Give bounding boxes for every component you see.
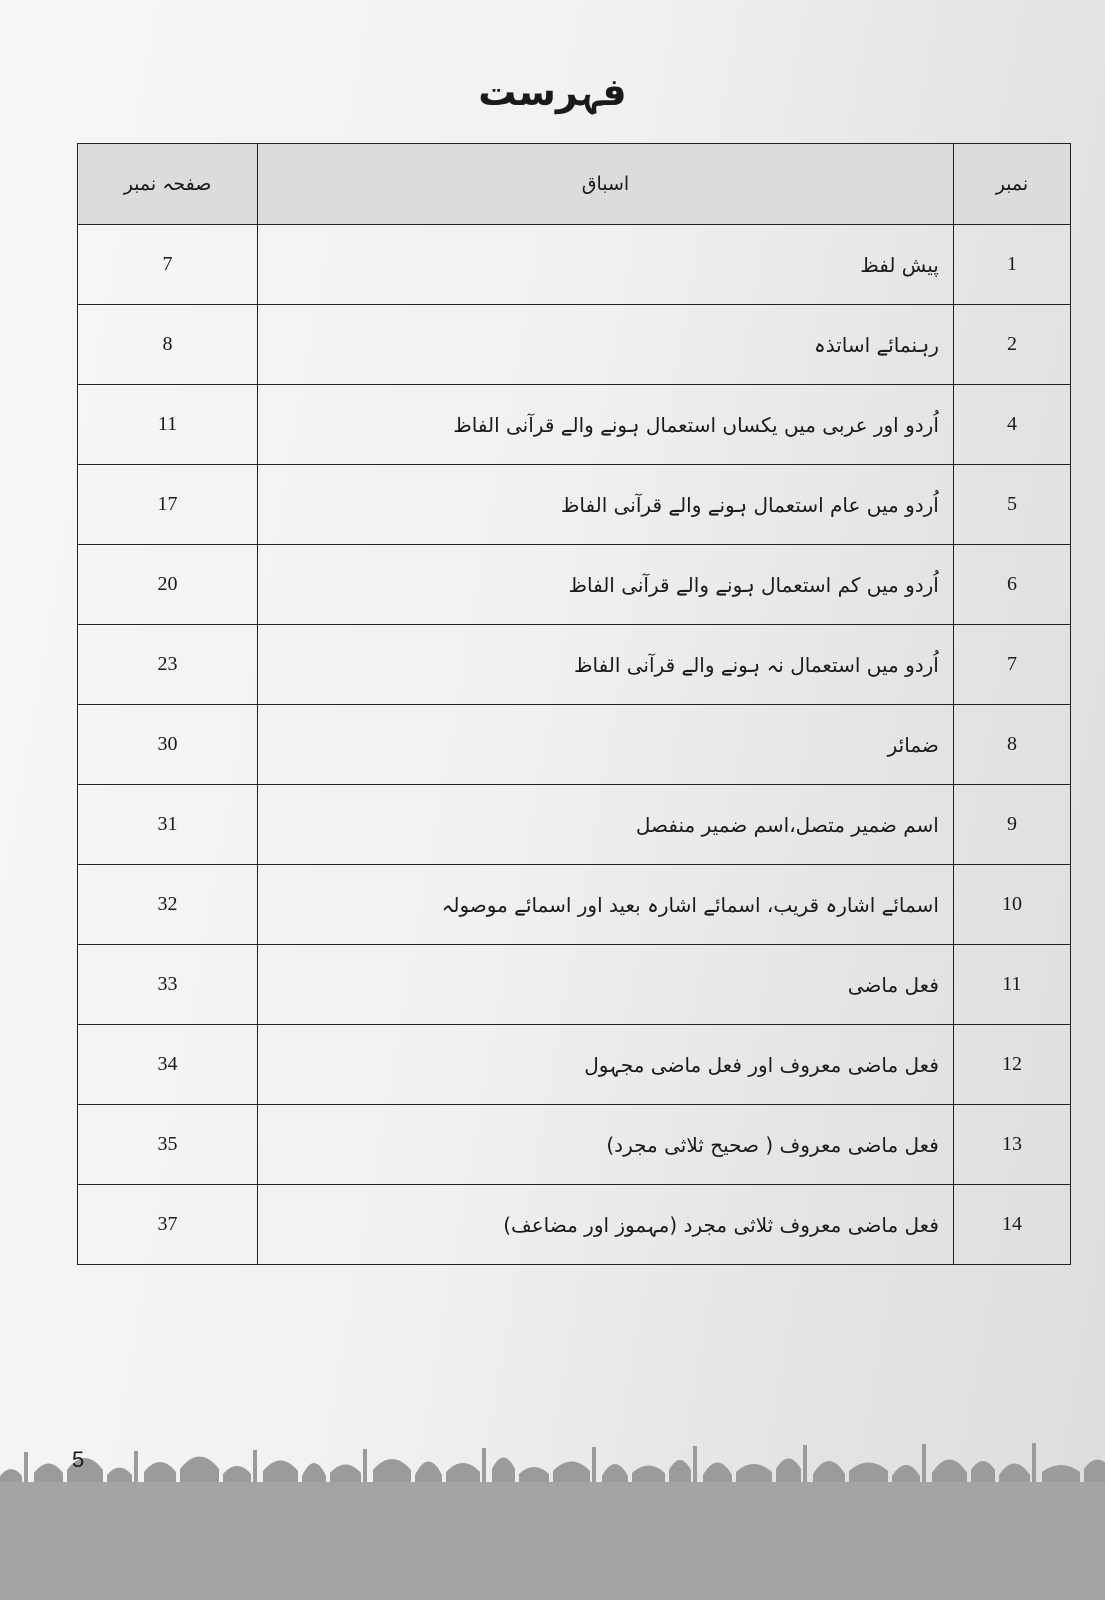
header-number: نمبر	[953, 144, 1070, 225]
skyline-building	[736, 1472, 772, 1483]
skyline-building	[492, 1469, 515, 1483]
skyline-building	[144, 1472, 176, 1483]
row-number: 11	[953, 945, 1070, 1025]
skyline-building	[330, 1473, 361, 1483]
row-number: 1	[953, 225, 1070, 305]
row-number: 6	[953, 545, 1070, 625]
row-page: 20	[78, 545, 258, 625]
skyline-building	[1042, 1472, 1080, 1483]
page-title: فہرست	[478, 70, 627, 114]
table-row	[78, 545, 1071, 625]
skyline-dome	[813, 1461, 845, 1474]
skyline-minaret	[803, 1445, 807, 1482]
row-number: 10	[953, 865, 1070, 945]
skyline-building	[1084, 1469, 1105, 1483]
row-lesson: فعل ماضی معروف اور فعل ماضی مجہول	[258, 1025, 954, 1105]
row-lesson: پیش لفظ	[258, 225, 954, 305]
row-lesson: اسمائے اشارہ قریب، اسمائے اشارہ بعید اور اسمائے موصولہ	[258, 865, 954, 945]
table-row	[78, 705, 1071, 785]
row-page: 11	[78, 385, 258, 465]
row-lesson: اُردو میں عام استعمال ہونے والے قرآنی الفاظ	[258, 465, 954, 545]
row-page: 17	[78, 465, 258, 545]
table-row	[78, 305, 1071, 385]
skyline-dome	[415, 1462, 442, 1476]
row-page: 32	[78, 865, 258, 945]
skyline-minaret	[922, 1444, 926, 1482]
skyline-building	[813, 1474, 845, 1483]
skyline-dome	[180, 1457, 219, 1470]
skyline-building	[107, 1475, 132, 1483]
table-row	[78, 385, 1071, 465]
row-page: 31	[78, 785, 258, 865]
skyline-building	[0, 1476, 22, 1483]
skyline-dome	[34, 1464, 63, 1474]
row-number: 4	[953, 385, 1070, 465]
row-lesson: فعل ماضی معروف ( صحیح ثلاثی مجرد)	[258, 1105, 954, 1185]
row-page: 33	[78, 945, 258, 1025]
skyline-building	[263, 1471, 298, 1483]
row-number: 12	[953, 1025, 1070, 1105]
skyline-minaret	[253, 1450, 257, 1482]
skyline-minaret	[363, 1449, 367, 1482]
skyline-minaret	[693, 1446, 697, 1482]
row-number: 9	[953, 785, 1070, 865]
contents-table	[77, 143, 1071, 1265]
row-page: 8	[78, 305, 258, 385]
table-row	[78, 945, 1071, 1025]
skyline-dome	[776, 1459, 801, 1470]
skyline-dome	[932, 1460, 967, 1474]
skyline-building	[553, 1471, 590, 1483]
skyline-dome	[373, 1459, 411, 1470]
skyline-dome	[602, 1464, 628, 1476]
skyline-dome	[849, 1463, 888, 1472]
skyline-dome	[553, 1462, 590, 1472]
row-lesson: اُردو میں کم استعمال ہونے والے قرآنی الفاظ	[258, 545, 954, 625]
skyline-dome	[703, 1463, 732, 1476]
page-number: 5	[72, 1447, 85, 1472]
skyline-dome	[107, 1468, 132, 1476]
row-lesson: ضمائر	[258, 705, 954, 785]
row-lesson: فعل ماضی معروف ثلاثی مجرد (مہموز اور مضاعف)	[258, 1185, 954, 1265]
skyline-dome	[492, 1458, 515, 1470]
skyline-dome	[1084, 1460, 1105, 1470]
row-page: 34	[78, 1025, 258, 1105]
skyline-building	[892, 1476, 920, 1483]
table-row	[78, 865, 1071, 945]
skyline-building	[632, 1473, 665, 1483]
skyline-minaret	[24, 1452, 28, 1482]
skyline-dome	[330, 1465, 361, 1474]
skyline-building	[776, 1469, 801, 1483]
skyline-dome	[1042, 1465, 1080, 1472]
table-row	[78, 1025, 1071, 1105]
row-lesson: اُردو اور عربی میں یکساں استعمال ہونے والے قرآنی الفاظ	[258, 385, 954, 465]
skyline-building	[223, 1474, 251, 1483]
skyline-minaret	[134, 1451, 138, 1482]
skyline-building	[602, 1476, 628, 1483]
skyline-building	[849, 1471, 888, 1483]
row-lesson: فعل ماضی	[258, 945, 954, 1025]
skyline-building	[302, 1476, 326, 1483]
skyline-building	[34, 1473, 63, 1483]
row-page: 7	[78, 225, 258, 305]
table-body	[78, 225, 1071, 1265]
skyline-building	[415, 1475, 442, 1483]
skyline-dome	[632, 1466, 665, 1474]
row-lesson: اُردو میں استعمال نہ ہونے والے قرآنی الفاظ	[258, 625, 954, 705]
skyline-dome	[736, 1464, 772, 1472]
skyline-building	[446, 1472, 480, 1483]
row-number: 7	[953, 625, 1070, 705]
skyline-dome	[144, 1462, 176, 1472]
row-page: 23	[78, 625, 258, 705]
skyline-dome	[971, 1461, 995, 1470]
skyline-dome	[263, 1461, 298, 1472]
skyline-dome	[223, 1466, 251, 1474]
skyline-dome	[302, 1463, 326, 1476]
skyline-dome	[446, 1463, 480, 1472]
table-row	[78, 625, 1071, 705]
skyline-dome	[669, 1460, 691, 1470]
skyline-minaret	[482, 1448, 486, 1482]
skyline-building	[971, 1470, 995, 1483]
row-number: 8	[953, 705, 1070, 785]
table-row	[78, 1185, 1071, 1265]
skyline-dome	[519, 1467, 549, 1474]
header-page: صفحہ نمبر	[78, 144, 258, 225]
skyline-building	[999, 1475, 1030, 1483]
skyline-building	[180, 1469, 219, 1483]
mosque-skyline-decoration	[0, 1430, 1105, 1600]
skyline-dome	[892, 1465, 920, 1476]
skyline-building	[519, 1474, 549, 1483]
row-lesson: رہنمائے اساتذہ	[258, 305, 954, 385]
skyline-dome	[999, 1464, 1030, 1476]
table-row	[78, 785, 1071, 865]
row-page: 37	[78, 1185, 258, 1265]
row-number: 14	[953, 1185, 1070, 1265]
row-lesson: اسم ضمیر متصل،اسم ضمیر منفصل	[258, 785, 954, 865]
skyline-building	[703, 1475, 732, 1483]
skyline-building	[669, 1470, 691, 1483]
table-header-row	[78, 144, 1071, 225]
skyline-minaret	[1032, 1443, 1036, 1482]
header-lessons: اسباق	[258, 144, 954, 225]
table-row	[78, 465, 1071, 545]
row-number: 13	[953, 1105, 1070, 1185]
table-row	[78, 225, 1071, 305]
table-row	[78, 1105, 1071, 1185]
row-page: 35	[78, 1105, 258, 1185]
skyline-building	[373, 1470, 411, 1483]
row-number: 5	[953, 465, 1070, 545]
row-number: 2	[953, 305, 1070, 385]
row-page: 30	[78, 705, 258, 785]
skyline-minaret	[592, 1447, 596, 1482]
skyline-building	[932, 1473, 967, 1483]
